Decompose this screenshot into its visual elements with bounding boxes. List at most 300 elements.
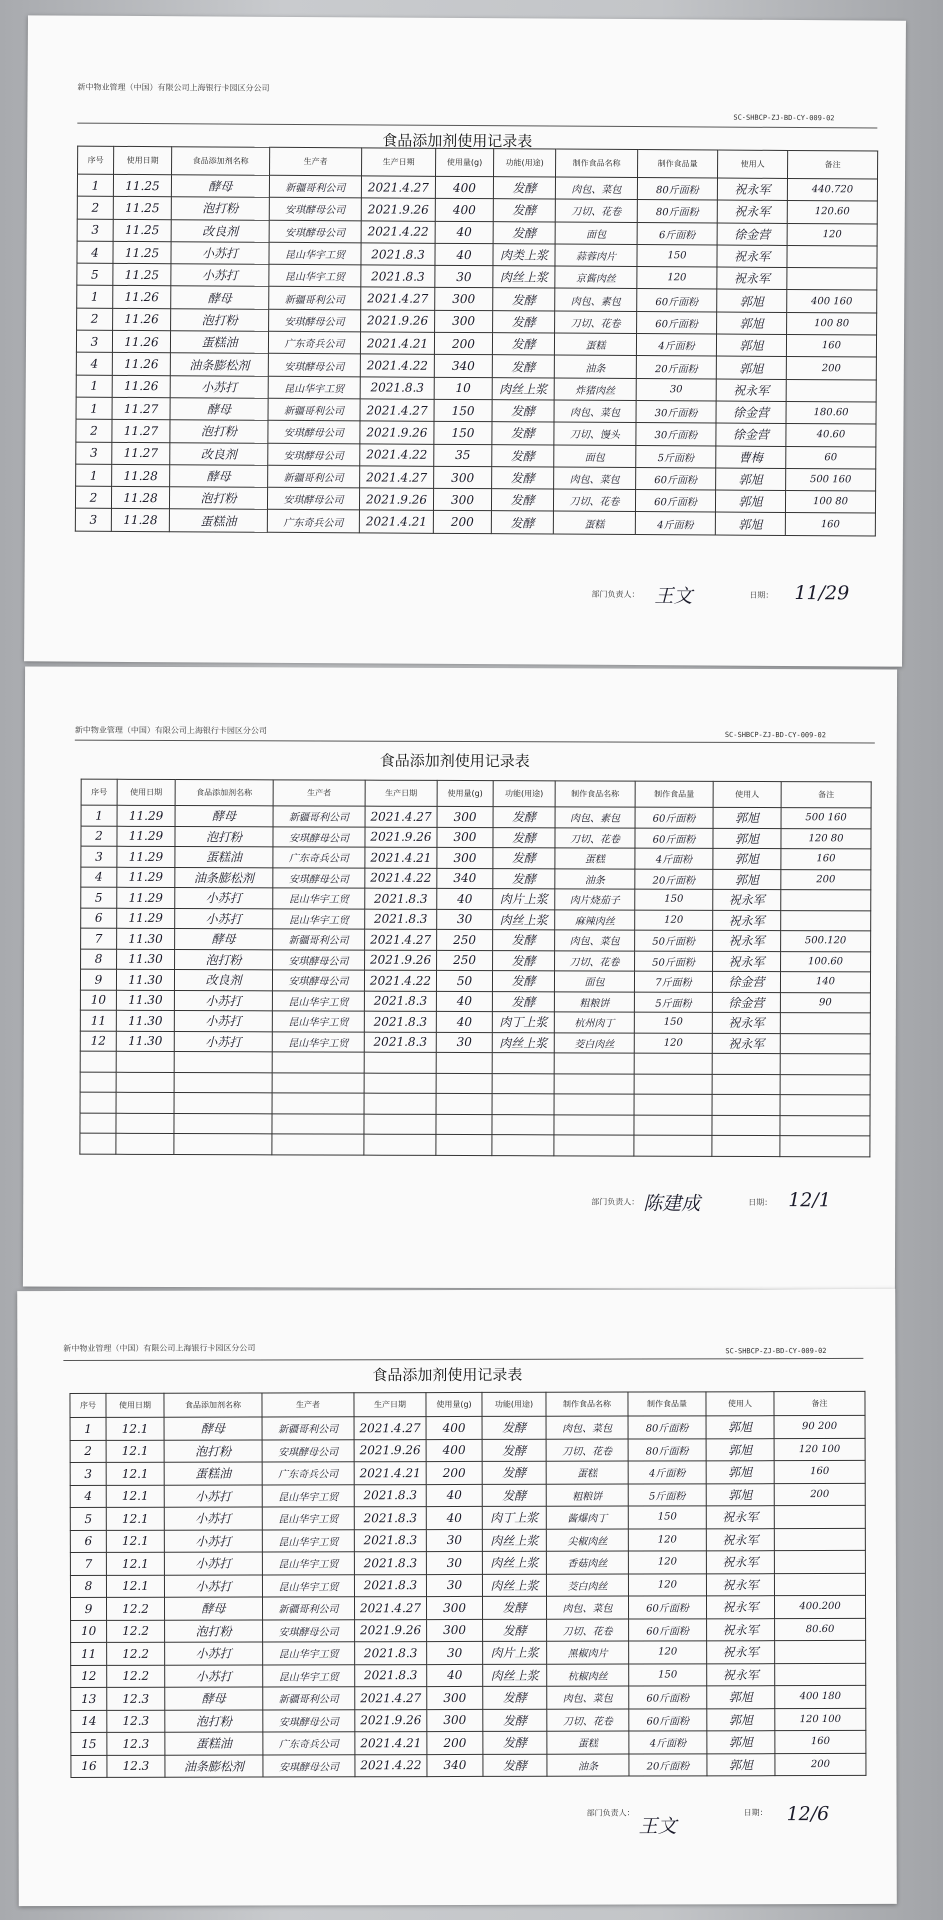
dept-head-label: 部门负责人： [591,589,640,600]
empty-cell [712,1135,780,1156]
cell-food: 刀切、花卷 [546,1439,628,1462]
cell-additive: 小苏打 [164,1575,262,1598]
cell-producer: 昆山华宇工贸 [269,242,361,265]
cell-seq: 1 [77,174,113,197]
cell-remark: 100 80 [787,312,877,335]
empty-cell [492,1135,554,1156]
table-row [80,990,870,1013]
cell-function: 发酵 [482,1596,546,1619]
cell-mfg-date: 2021.8.3 [365,909,437,930]
cell-user: 祝永军 [707,1618,775,1641]
table-row [70,1573,865,1598]
empty-cell [712,1094,780,1115]
table-row [70,1483,865,1508]
cell-user: 郭旭 [716,468,786,491]
cell-mfg-date: 2021.4.27 [354,1597,426,1620]
cell-producer: 昆山华宇工贸 [262,1552,354,1575]
cell-seq: 6 [81,908,117,929]
cell-seq: 12 [71,1665,107,1688]
cell-food: 刀切、花卷 [553,489,635,512]
cell-producer: 安琪酵母公司 [269,309,361,332]
cell-additive: 小苏打 [171,242,269,265]
cell-remark: 160 [786,335,876,358]
empty-cell [272,1093,364,1114]
empty-cell [364,1114,436,1135]
cell-seq: 3 [77,219,113,242]
table-row [70,1460,865,1485]
cell-food-qty: 4斤面粉 [628,1461,706,1484]
cell-function: 发酵 [493,310,555,333]
cell-food-qty: 150 [634,1012,712,1033]
cell-remark [781,890,871,911]
cell-remark [787,245,877,268]
cell-food: 麻辣肉丝 [555,909,635,930]
cell-food: 面包 [554,971,634,992]
cell-producer: 安琪酵母公司 [268,443,360,466]
cell-remark: 400.200 [774,1595,865,1618]
cell-function: 发酵 [493,177,555,200]
empty-cell [116,1072,174,1093]
cell-function: 发酵 [492,400,554,423]
cell-additive: 泡打粉 [171,197,269,220]
empty-cell [492,1073,554,1094]
cell-function: 肉丝上浆 [492,377,554,400]
cell-additive: 小苏打 [175,908,273,929]
cell-function: 发酵 [493,288,555,311]
cell-food-qty: 5斤面粉 [628,1483,706,1506]
cell-seq: 4 [76,353,112,376]
cell-amount: 150 [434,399,492,422]
empty-cell [174,1113,272,1134]
cell-food-qty: 150 [628,1506,706,1529]
cell-function: 肉类上浆 [493,244,555,267]
record-sheet-3 [17,1289,897,1906]
cell-date: 12.3 [107,1687,165,1710]
cell-remark: 120.60 [787,201,877,224]
cell-date: 12.1 [106,1440,164,1463]
column-header-producer: 生产者 [262,1393,354,1417]
cell-amount: 200 [426,1461,482,1484]
cell-additive: 酵母 [171,175,269,198]
cell-user: 徐金营 [712,971,780,992]
cell-user: 祝永军 [713,930,781,951]
cell-food-qty: 120 [629,1641,707,1664]
empty-cell [80,1051,116,1072]
cell-producer: 昆山华宇工贸 [273,908,365,929]
cell-date: 11.26 [113,286,171,309]
cell-remark: 120 100 [775,1708,866,1731]
empty-row [80,1133,870,1156]
cell-additive: 小苏打 [165,1665,263,1688]
cell-user: 祝永军 [706,1551,774,1574]
table-row [81,908,871,931]
cell-date: 11.27 [112,397,170,420]
cell-seq: 9 [80,969,116,990]
cell-producer: 昆山华宇工贸 [272,990,364,1011]
cell-food: 面包 [554,445,636,468]
sign-date: 12/6 [786,1803,830,1826]
cell-food-qty: 5斤面粉 [634,992,712,1013]
cell-food: 黑椒肉片 [547,1641,629,1664]
form-title: 食品添加剂使用记录表 [372,1365,523,1385]
cell-date: 11.26 [113,308,171,331]
cell-remark: 160 [785,513,875,536]
sign-date: 12/1 [788,1189,831,1212]
cell-user: 祝永军 [706,1506,774,1529]
sign-date: 11/29 [794,582,850,605]
cell-additive: 改良剂 [171,219,269,242]
company-name: 新中物业管理（中国）有限公司上海银行卡园区分公司 [77,82,270,93]
cell-function: 肉片上浆 [493,889,555,910]
cell-user: 郭旭 [706,1461,774,1484]
cell-function: 肉丝上浆 [482,1529,546,1552]
cell-user: 郭旭 [715,512,785,535]
cell-remark: 200 [781,869,871,890]
cell-remark: 200 [775,1753,866,1776]
empty-cell [554,1135,634,1156]
cell-user: 郭旭 [707,1708,775,1731]
empty-row [80,1051,870,1074]
cell-function: 肉丝上浆 [493,266,555,289]
cell-mfg-date: 2021.4.21 [355,1732,427,1755]
cell-function: 发酵 [493,950,555,971]
cell-food: 粗粮饼 [554,991,634,1012]
cell-producer: 昆山华宇工贸 [262,1507,354,1530]
cell-remark: 440.720 [787,178,877,201]
cell-function: 肉丝上浆 [482,1574,546,1597]
column-header-food: 制作食品名称 [555,781,635,807]
empty-cell [116,1113,174,1134]
cell-seq: 3 [76,442,112,465]
table-row [71,1663,866,1688]
cell-additive: 蛋糕油 [169,509,267,532]
cell-producer: 新疆哥利公司 [273,929,365,950]
cell-remark [787,268,877,291]
cell-mfg-date: 2021.8.3 [364,991,436,1012]
cell-food-qty: 80斤面粉 [628,1416,706,1439]
cell-amount: 400 [435,176,493,199]
cell-amount: 10 [434,377,492,400]
cell-remark: 100.60 [781,951,871,972]
cell-additive: 小苏打 [174,990,272,1011]
cell-user: 祝永军 [713,951,781,972]
cell-food: 油条 [547,1754,629,1777]
empty-cell [554,1053,634,1074]
cell-food: 刀切、花卷 [555,311,637,334]
cell-remark [775,1663,866,1686]
cell-amount: 40 [426,1484,482,1507]
cell-amount: 300 [426,1596,482,1619]
empty-cell [554,1094,634,1115]
cell-date: 12.2 [107,1665,165,1688]
cell-additive: 改良剂 [174,970,272,991]
cell-date: 11.25 [113,264,171,287]
cell-mfg-date: 2021.4.22 [355,1754,427,1777]
table-row [80,1031,870,1054]
cell-producer: 昆山华宇工贸 [263,1642,355,1665]
cell-seq: 2 [77,196,113,219]
cell-additive: 小苏打 [164,1552,262,1575]
column-header-function: 功能(用途) [482,1392,546,1416]
empty-row [80,1072,870,1095]
cell-date: 11.26 [112,353,170,376]
cell-remark: 500.120 [781,931,871,952]
cell-date: 12.1 [106,1462,164,1485]
cell-remark: 80.60 [775,1618,866,1641]
cell-function: 发酵 [493,221,555,244]
cell-producer: 昆山华宇工贸 [273,888,365,909]
cell-additive: 酵母 [165,1687,263,1710]
cell-producer: 广东奇兵公司 [262,1462,354,1485]
cell-date: 11.28 [112,464,170,487]
table-row [70,1415,865,1440]
cell-date: 11.26 [112,330,170,353]
cell-date: 11.25 [113,241,171,264]
cell-seq: 3 [75,509,111,532]
table-row [71,1708,866,1733]
cell-food-qty: 120 [628,1551,706,1574]
cell-food: 肉包、菜包 [546,1416,628,1439]
cell-mfg-date: 2021.8.3 [365,888,437,909]
cell-date: 11.28 [111,509,169,532]
cell-user: 郭旭 [706,1438,774,1461]
cell-mfg-date: 2021.8.3 [360,377,434,400]
cell-user: 祝永军 [707,1663,775,1686]
cell-seq: 4 [70,1485,106,1508]
column-header-date: 使用日期 [114,146,172,174]
column-header-additive: 食品添加剂名称 [164,1393,262,1417]
cell-function: 发酵 [492,444,554,467]
empty-cell [780,1054,870,1075]
cell-function: 发酵 [483,1709,547,1732]
cell-additive: 蛋糕油 [175,847,273,868]
cell-function: 发酵 [491,511,553,534]
table-row [71,1640,866,1665]
date-label: 日期： [743,1808,768,1818]
cell-function: 发酵 [493,868,555,889]
cell-remark: 400 160 [787,290,877,313]
dept-head-label: 部门负责人： [586,1808,635,1818]
cell-user: 祝永军 [706,1528,774,1551]
cell-food-qty: 30 [636,378,716,401]
cell-food-qty: 60斤面粉 [629,1708,707,1731]
table-row [70,1595,865,1620]
empty-cell [174,1052,272,1073]
cell-food-qty: 120 [634,1033,712,1054]
cell-amount: 340 [427,1754,483,1777]
empty-cell [364,1073,436,1094]
cell-food: 刀切、花卷 [555,199,637,222]
column-header-remark: 备注 [787,150,877,179]
cell-additive: 蛋糕油 [170,331,268,354]
cell-user: 郭旭 [713,848,781,869]
cell-mfg-date: 2021.8.3 [361,265,435,288]
cell-mfg-date: 2021.4.27 [365,929,437,950]
cell-function: 发酵 [492,333,554,356]
cell-food: 肉包、素包 [555,289,637,312]
cell-function: 发酵 [483,1754,547,1777]
cell-amount: 30 [437,909,493,930]
cell-food-qty: 20斤面粉 [635,869,713,890]
cell-food-qty: 4斤面粉 [635,848,713,869]
cell-food-qty: 60斤面粉 [628,1596,706,1619]
cell-remark: 160 [774,1460,865,1483]
empty-cell [80,1133,116,1154]
cell-food: 油条 [554,355,636,378]
cell-function: 发酵 [492,991,554,1012]
cell-seq: 14 [71,1710,107,1733]
cell-producer: 安琪酵母公司 [268,421,360,444]
column-header-food-qty: 制作食品量 [628,1392,706,1416]
cell-date: 11.30 [117,949,175,970]
cell-user: 郭旭 [717,312,787,335]
cell-producer: 广东奇兵公司 [273,847,365,868]
cell-amount: 300 [435,310,493,333]
cell-seq: 2 [77,308,113,331]
table-row [81,846,871,869]
cell-date: 12.3 [107,1732,165,1755]
cell-function: 发酵 [493,848,555,869]
column-header-mfg-date: 生产日期 [365,780,437,806]
column-header-additive: 食品添加剂名称 [175,780,273,806]
empty-cell [780,1074,870,1095]
cell-remark: 500 160 [786,468,876,491]
cell-function: 肉片上浆 [483,1641,547,1664]
cell-mfg-date: 2021.4.27 [361,176,435,199]
cell-food-qty: 20斤面粉 [629,1753,707,1776]
cell-food: 肉包、素包 [555,807,635,828]
cell-date: 11.29 [117,846,175,867]
cell-producer: 安琪酵母公司 [269,220,361,243]
cell-date: 12.2 [107,1620,165,1643]
cell-additive: 酵母 [170,398,268,421]
column-header-user: 使用人 [706,1392,774,1416]
cell-remark: 160 [781,849,871,870]
cell-user: 郭旭 [707,1753,775,1776]
empty-cell [436,1114,492,1135]
form-title: 食品添加剂使用记录表 [382,131,533,151]
cell-seq: 11 [71,1642,107,1665]
empty-cell [492,1094,554,1115]
cell-mfg-date: 2021.8.3 [354,1552,426,1575]
cell-function: 发酵 [492,355,554,378]
empty-cell [492,1053,554,1074]
empty-cell [364,1093,436,1114]
cell-seq: 8 [70,1575,106,1598]
cell-producer: 安琪酵母公司 [263,1619,355,1642]
cell-producer: 新疆哥利公司 [262,1597,354,1620]
cell-food: 茭白肉丝 [554,1032,634,1053]
cell-date: 11.25 [113,197,171,220]
cell-additive: 酵母 [175,806,273,827]
cell-producer: 昆山华宇工贸 [272,1011,364,1032]
cell-amount: 30 [435,266,493,289]
cell-food-qty: 60斤面粉 [635,490,715,513]
cell-food-qty: 150 [637,244,717,267]
cell-food-qty: 50斤面粉 [635,930,713,951]
cell-food-qty: 60斤面粉 [629,1686,707,1709]
empty-cell [712,1115,780,1136]
column-header-date: 使用日期 [106,1393,164,1417]
cell-food-qty: 120 [635,910,713,931]
cell-food: 刀切、花卷 [555,827,635,848]
cell-seq: 7 [70,1552,106,1575]
cell-food-qty: 80斤面粉 [637,178,717,201]
cell-mfg-date: 2021.4.21 [359,510,433,533]
cell-seq: 11 [80,1010,116,1031]
cell-additive: 酵母 [164,1417,262,1440]
cell-mfg-date: 2021.8.3 [364,1032,436,1053]
cell-date: 12.2 [107,1642,165,1665]
cell-seq: 12 [80,1031,116,1052]
cell-mfg-date: 2021.4.21 [365,847,437,868]
table-row [81,949,871,972]
cell-mfg-date: 2021.4.22 [360,443,434,466]
cell-amount: 35 [434,444,492,467]
cell-producer: 安琪酵母公司 [273,867,365,888]
column-header-amount: 使用量(g) [437,780,493,806]
cell-producer: 安琪酵母公司 [263,1709,355,1732]
cell-producer: 安琪酵母公司 [267,487,359,510]
cell-user: 郭旭 [707,1731,775,1754]
empty-cell [634,1053,712,1074]
cell-user: 郭旭 [716,356,786,379]
cell-amount: 30 [427,1641,483,1664]
cell-producer: 新疆哥利公司 [268,465,360,488]
cell-function: 肉丁上浆 [482,1506,546,1529]
cell-mfg-date: 2021.4.27 [361,287,435,310]
cell-seq: 16 [71,1755,107,1778]
cell-additive: 酵母 [164,1597,262,1620]
cell-additive: 蛋糕油 [165,1732,263,1755]
date-label: 日期： [748,1198,773,1208]
cell-mfg-date: 2021.9.26 [360,421,434,444]
column-header-mfg-date: 生产日期 [354,1393,426,1417]
date-label: 日期： [749,590,774,600]
cell-amount: 300 [427,1619,483,1642]
cell-remark [775,1640,866,1663]
cell-function: 发酵 [492,467,554,490]
cell-additive: 泡打粉 [175,826,273,847]
empty-cell [554,1114,634,1135]
cell-user: 郭旭 [706,1416,774,1439]
empty-cell [364,1052,436,1073]
cell-food: 面包 [555,222,637,245]
cell-food-qty: 80斤面粉 [628,1438,706,1461]
cell-food-qty: 20斤面粉 [636,356,716,379]
cell-seq: 6 [70,1530,106,1553]
cell-seq: 5 [70,1507,106,1530]
cell-date: 12.1 [106,1507,164,1530]
column-header-mfg-date: 生产日期 [362,148,436,176]
cell-remark: 500 160 [781,808,871,829]
cell-date: 12.3 [107,1755,165,1778]
cell-date: 11.30 [116,969,174,990]
empty-cell [174,1093,272,1114]
cell-mfg-date: 2021.4.27 [365,806,437,827]
cell-user: 郭旭 [715,490,785,513]
cell-mfg-date: 2021.9.26 [365,827,437,848]
cell-food: 蛋糕 [547,1731,629,1754]
empty-cell [272,1113,364,1134]
column-header-remark: 备注 [781,782,871,808]
company-name: 新中物业管理（中国）有限公司上海银行卡园区分公司 [74,725,267,736]
cell-producer: 新疆哥利公司 [263,1687,355,1710]
cell-function: 发酵 [492,422,554,445]
cell-remark: 400 180 [775,1685,866,1708]
cell-remark: 140 [780,972,870,993]
cell-remark [781,910,871,931]
